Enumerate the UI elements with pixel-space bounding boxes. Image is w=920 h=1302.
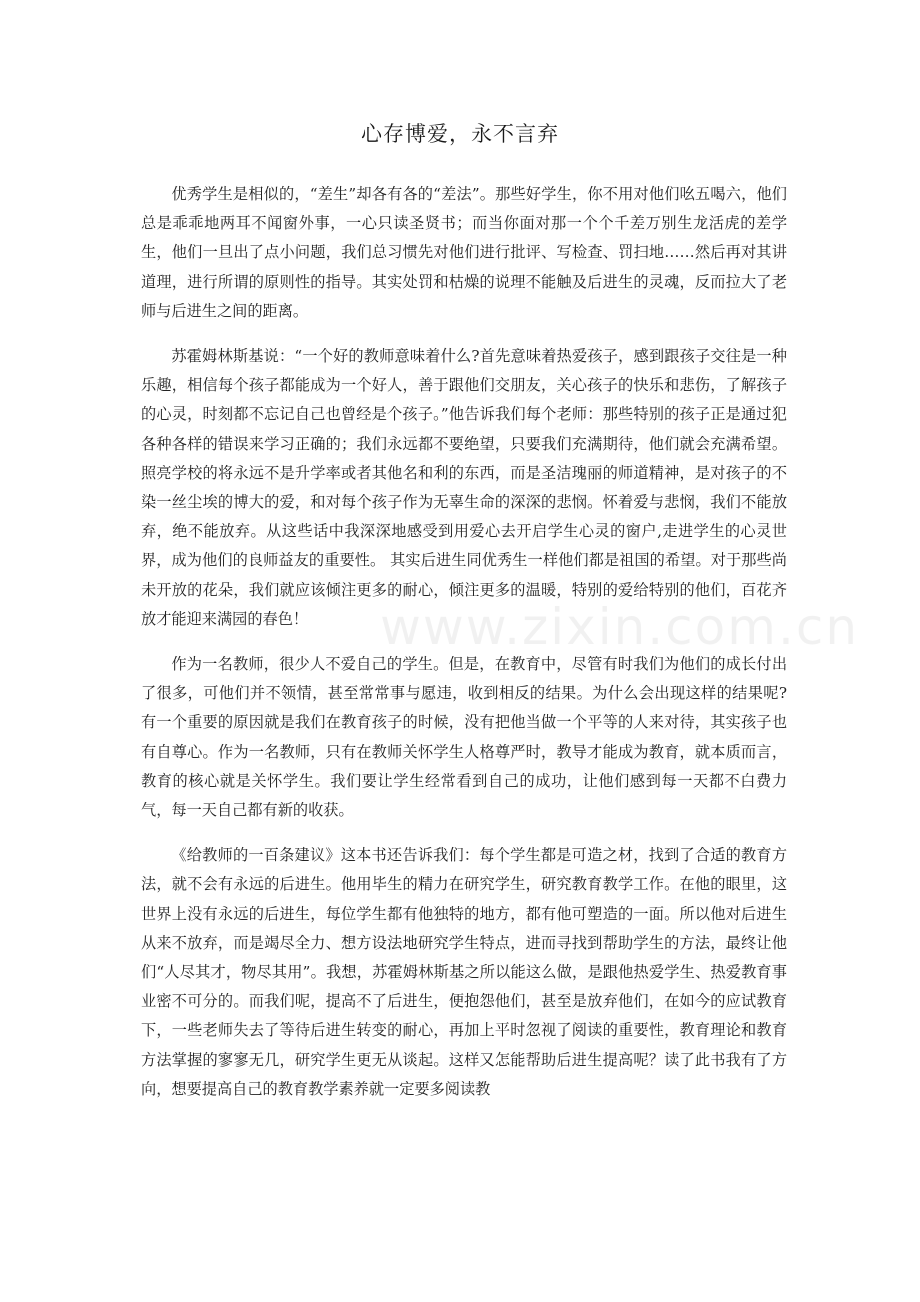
document-body xyxy=(141,180,787,1120)
paragraph-1: 优秀学生是相似的，“差生”却各有各的“差法”。那些好学生，你不用对他们吆五喝六，他们总是乖乖地两耳不闻窗外事，一心只读圣贤书；而当你面对那一个个千差万别生龙活虎的差学生，他们一旦出了点小问题，我们总习惯先对他们进行批评、写检查、罚扫地……然后再对其讲道理，进行所谓的原则性的指导。其实处罚和枯燥的说理不能触及后进生的灵魂，反而拉大了老师与后进生之间的距离。 xyxy=(141,185,787,320)
paragraph-2: 苏霍姆林斯基说：“一个好的教师意味着什么?首先意味着热爱孩子，感到跟孩子交往是一种乐趣，相信每个孩子都能成为一个好人，善于跟他们交朋友，关心孩子的快乐和悲伤，了解孩子的心灵，时刻都不忘记自己也曾经是个孩子。”他告诉我们每个老师：那些特别的孩子正是通过犯各种各样的错误来学习正确的；我们永远都不要绝望，只要我们充满期待，他们就会充满希望。照亮学校的将永远不是升学率或者其他名和利的东西，而是圣洁瑰丽的师道精神，是对孩子的不染一丝尘埃的博大的爱，和对每个孩子作为无辜生命的深深的悲悯。怀着爱与悲悯，我们不能放弃，绝不能放弃。从这些话中我深深地感受到用爱心去开启学生心灵的窗户,走进学生的心灵世界，成为他们的良师益友的重要性。 其实后进生同优秀生一样他们都是祖国的希望。对于那些尚未开放的花朵，我们就应该倾注更多的耐心，倾注更多的温暖，特别的爱给特别的他们，百花齐放才能迎来满园的春色！ xyxy=(141,347,787,628)
watermark: www.zixin.com.cn xyxy=(380,598,860,656)
document-title: 心存博爱，永不言弃 xyxy=(361,122,559,146)
paragraph-3: 作为一名教师，很少人不爱自己的学生。但是，在教育中，尽管有时我们为他们的成长付出了很多，可他们并不领情，甚至常常事与愿违，收到相反的结果。为什么会出现这样的结果呢?有一个重要的原因就是我们在教育孩子的时候，没有把他当做一个平等的人来对待，其实孩子也有自尊心。作为一名教师，只有在教师关怀学生人格尊严时，教导才能成为教育，就本质而言，教育的核心就是关怀学生。我们要让学生经常看到自己的成功，让他们感到每一天都不白费力气，每一天自己都有新的收获。 xyxy=(141,655,787,820)
paragraph-4: 《给教师的一百条建议》这本书还告诉我们：每个学生都是可造之材，找到了合适的教育方法，就不会有永远的后进生。他用毕生的精力在研究学生，研究教育教学工作。在他的眼里，这世界上没有永远的后进生，每位学生都有他独特的地方，都有他可塑造的一面。所以他对后进生从来不放弃，而是竭尽全力、想方设法地研究学生特点，进而寻找到帮助学生的方法，最终让他们“人尽其才，物尽其用”。我想，苏霍姆林斯基之所以能这么做，是跟他热爱学生、热爱教育事业密不可分的。而我们呢，提高不了后进生，便抱怨他们，甚至是放弃他们，在如今的应试教育下，一些老师失去了等待后进生转变的耐心，再加上平时忽视了阅读的重要性，教育理论和教育方法掌握的寥寥无几，研究学生更无从谈起。这样又怎能帮助后进生提高呢？读了此书我有了方向，想要提高自己的教育教学素养就一定要多阅读教 xyxy=(141,846,787,1098)
